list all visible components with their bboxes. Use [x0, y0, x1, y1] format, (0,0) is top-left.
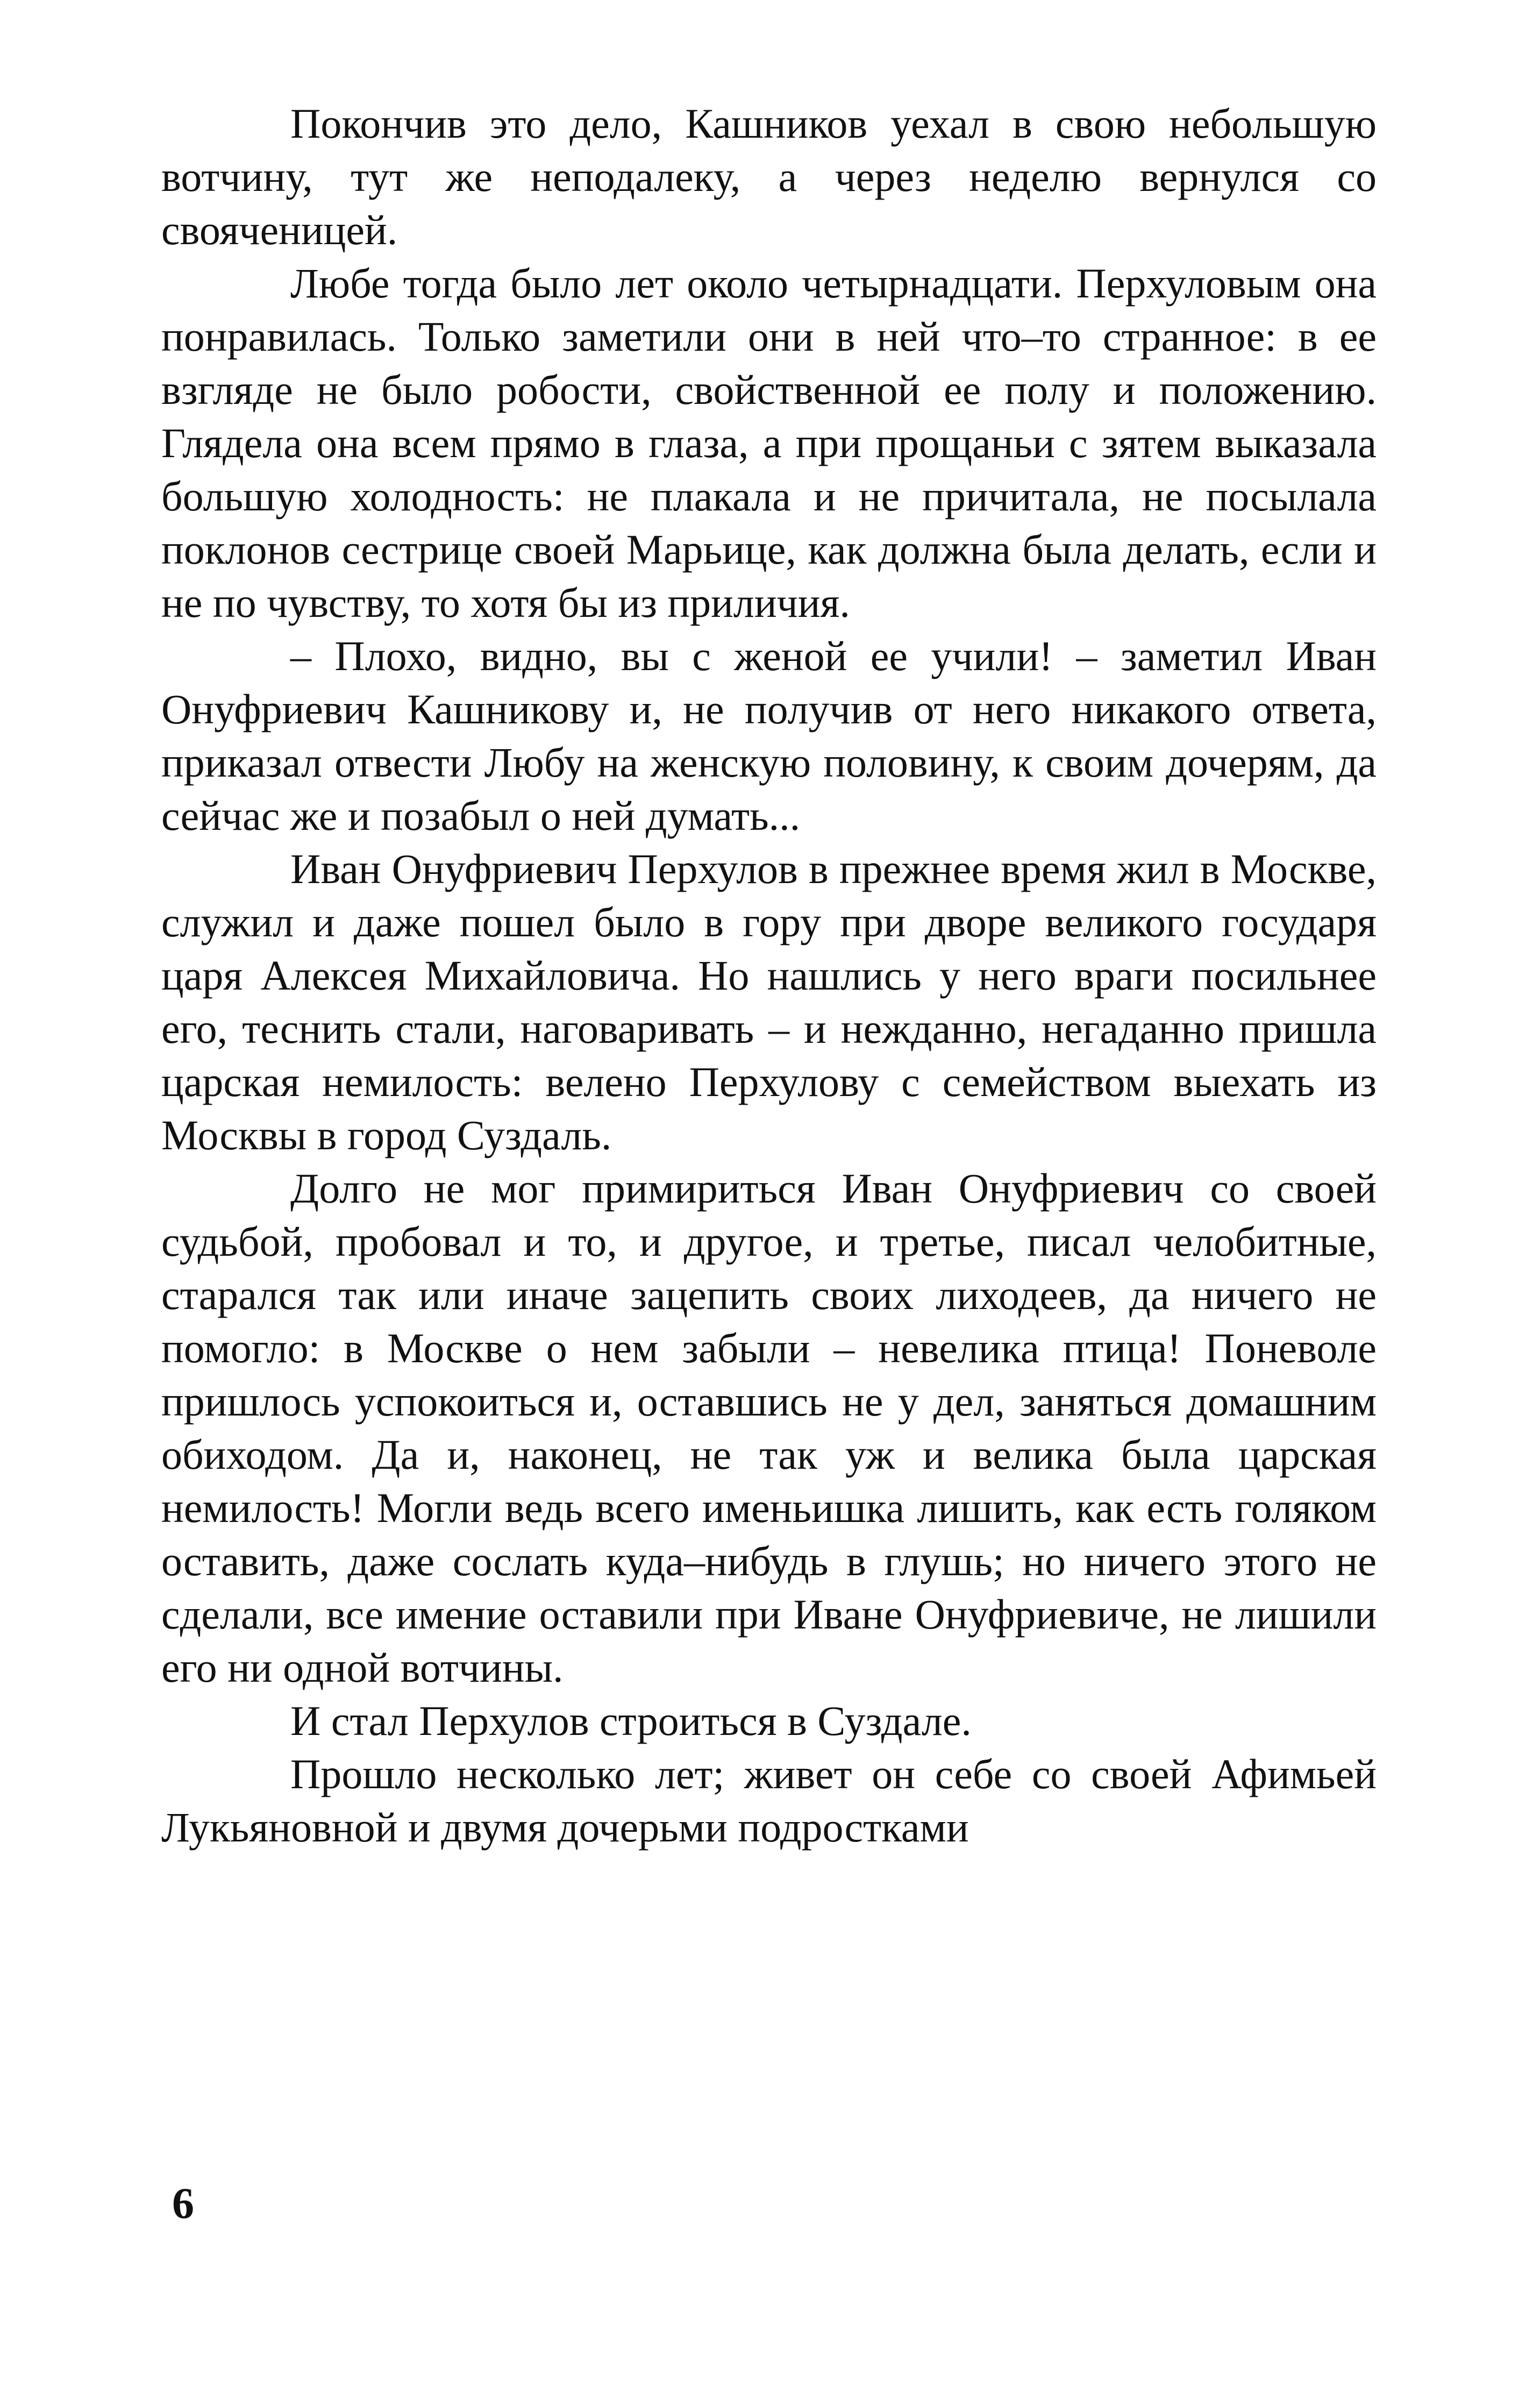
- paragraph-6: И стал Перхулов строиться в Суздале.: [290, 1697, 972, 1744]
- paragraph-5: Долго не мог примириться Иван Онуфриевич со своей судьбой, пробовал и то, и другое, и третье, писал челобитные, старался так или иначе зацепить своих лиходеев, да ничего не помогло: в Москве о нем забыли – невелика птица! Поневоле пришлось успокоиться и, оставшись не у дел, заняться домашним обиходом. Да и, наконец, не так уж и велика была царская немилость! Могли ведь всего именьишка лишить, как есть голяком оставить, даже сослать куда–нибудь в глушь; но ничего этого не сделали, все имение оставили при Иване Онуфриевиче, не лишили его ни одной вотчины.: [161, 1165, 1377, 1691]
- paragraph-7: Прошло несколько лет; живет он себе со своей Афимьей Лукьяновной и двумя дочерьми подростками: [161, 1751, 1377, 1851]
- paragraph-3: – Плохо, видно, вы с женой ее учили! – заметил Иван Онуфриевич Кашникову и, не получив от него никакого ответа, приказал отвести Любу на женскую половину, к своим дочерям, да сейчас же и позабыл о ней думать...: [161, 632, 1377, 839]
- page-body: [161, 97, 1377, 1854]
- page-number: 6: [172, 2179, 194, 2228]
- paragraph-1: Покончив это дело, Кашников уехал в свою небольшую вотчину, тут же неподалеку, а через неделю вернулся со свояченицей.: [161, 100, 1377, 253]
- paragraph-2: Любе тогда было лет около четырнадцати. Перхуловым она понравилась. Только заметили они в ней что–то странное: в ее взгляде не было робости, свойственной ее полу и положению. Глядела она всем прямо в глаза, а при прощаньи с зятем выказала большую холодность: не плакала и не причитала, не посылала поклонов сестрице своей Марьице, как должна была делать, если и не по чувству, то хотя бы из приличия.: [161, 260, 1377, 626]
- paragraph-4: Иван Онуфриевич Перхулов в прежнее время жил в Москве, служил и даже пошел было в гору при дворе великого государя царя Алексея Михайловича. Но нашлись у него враги посильнее его, теснить стали, наговаривать – и нежданно, негаданно пришла царская немилость: велено Перхулову с семейством выехать из Москвы в город Суздаль.: [161, 845, 1377, 1158]
